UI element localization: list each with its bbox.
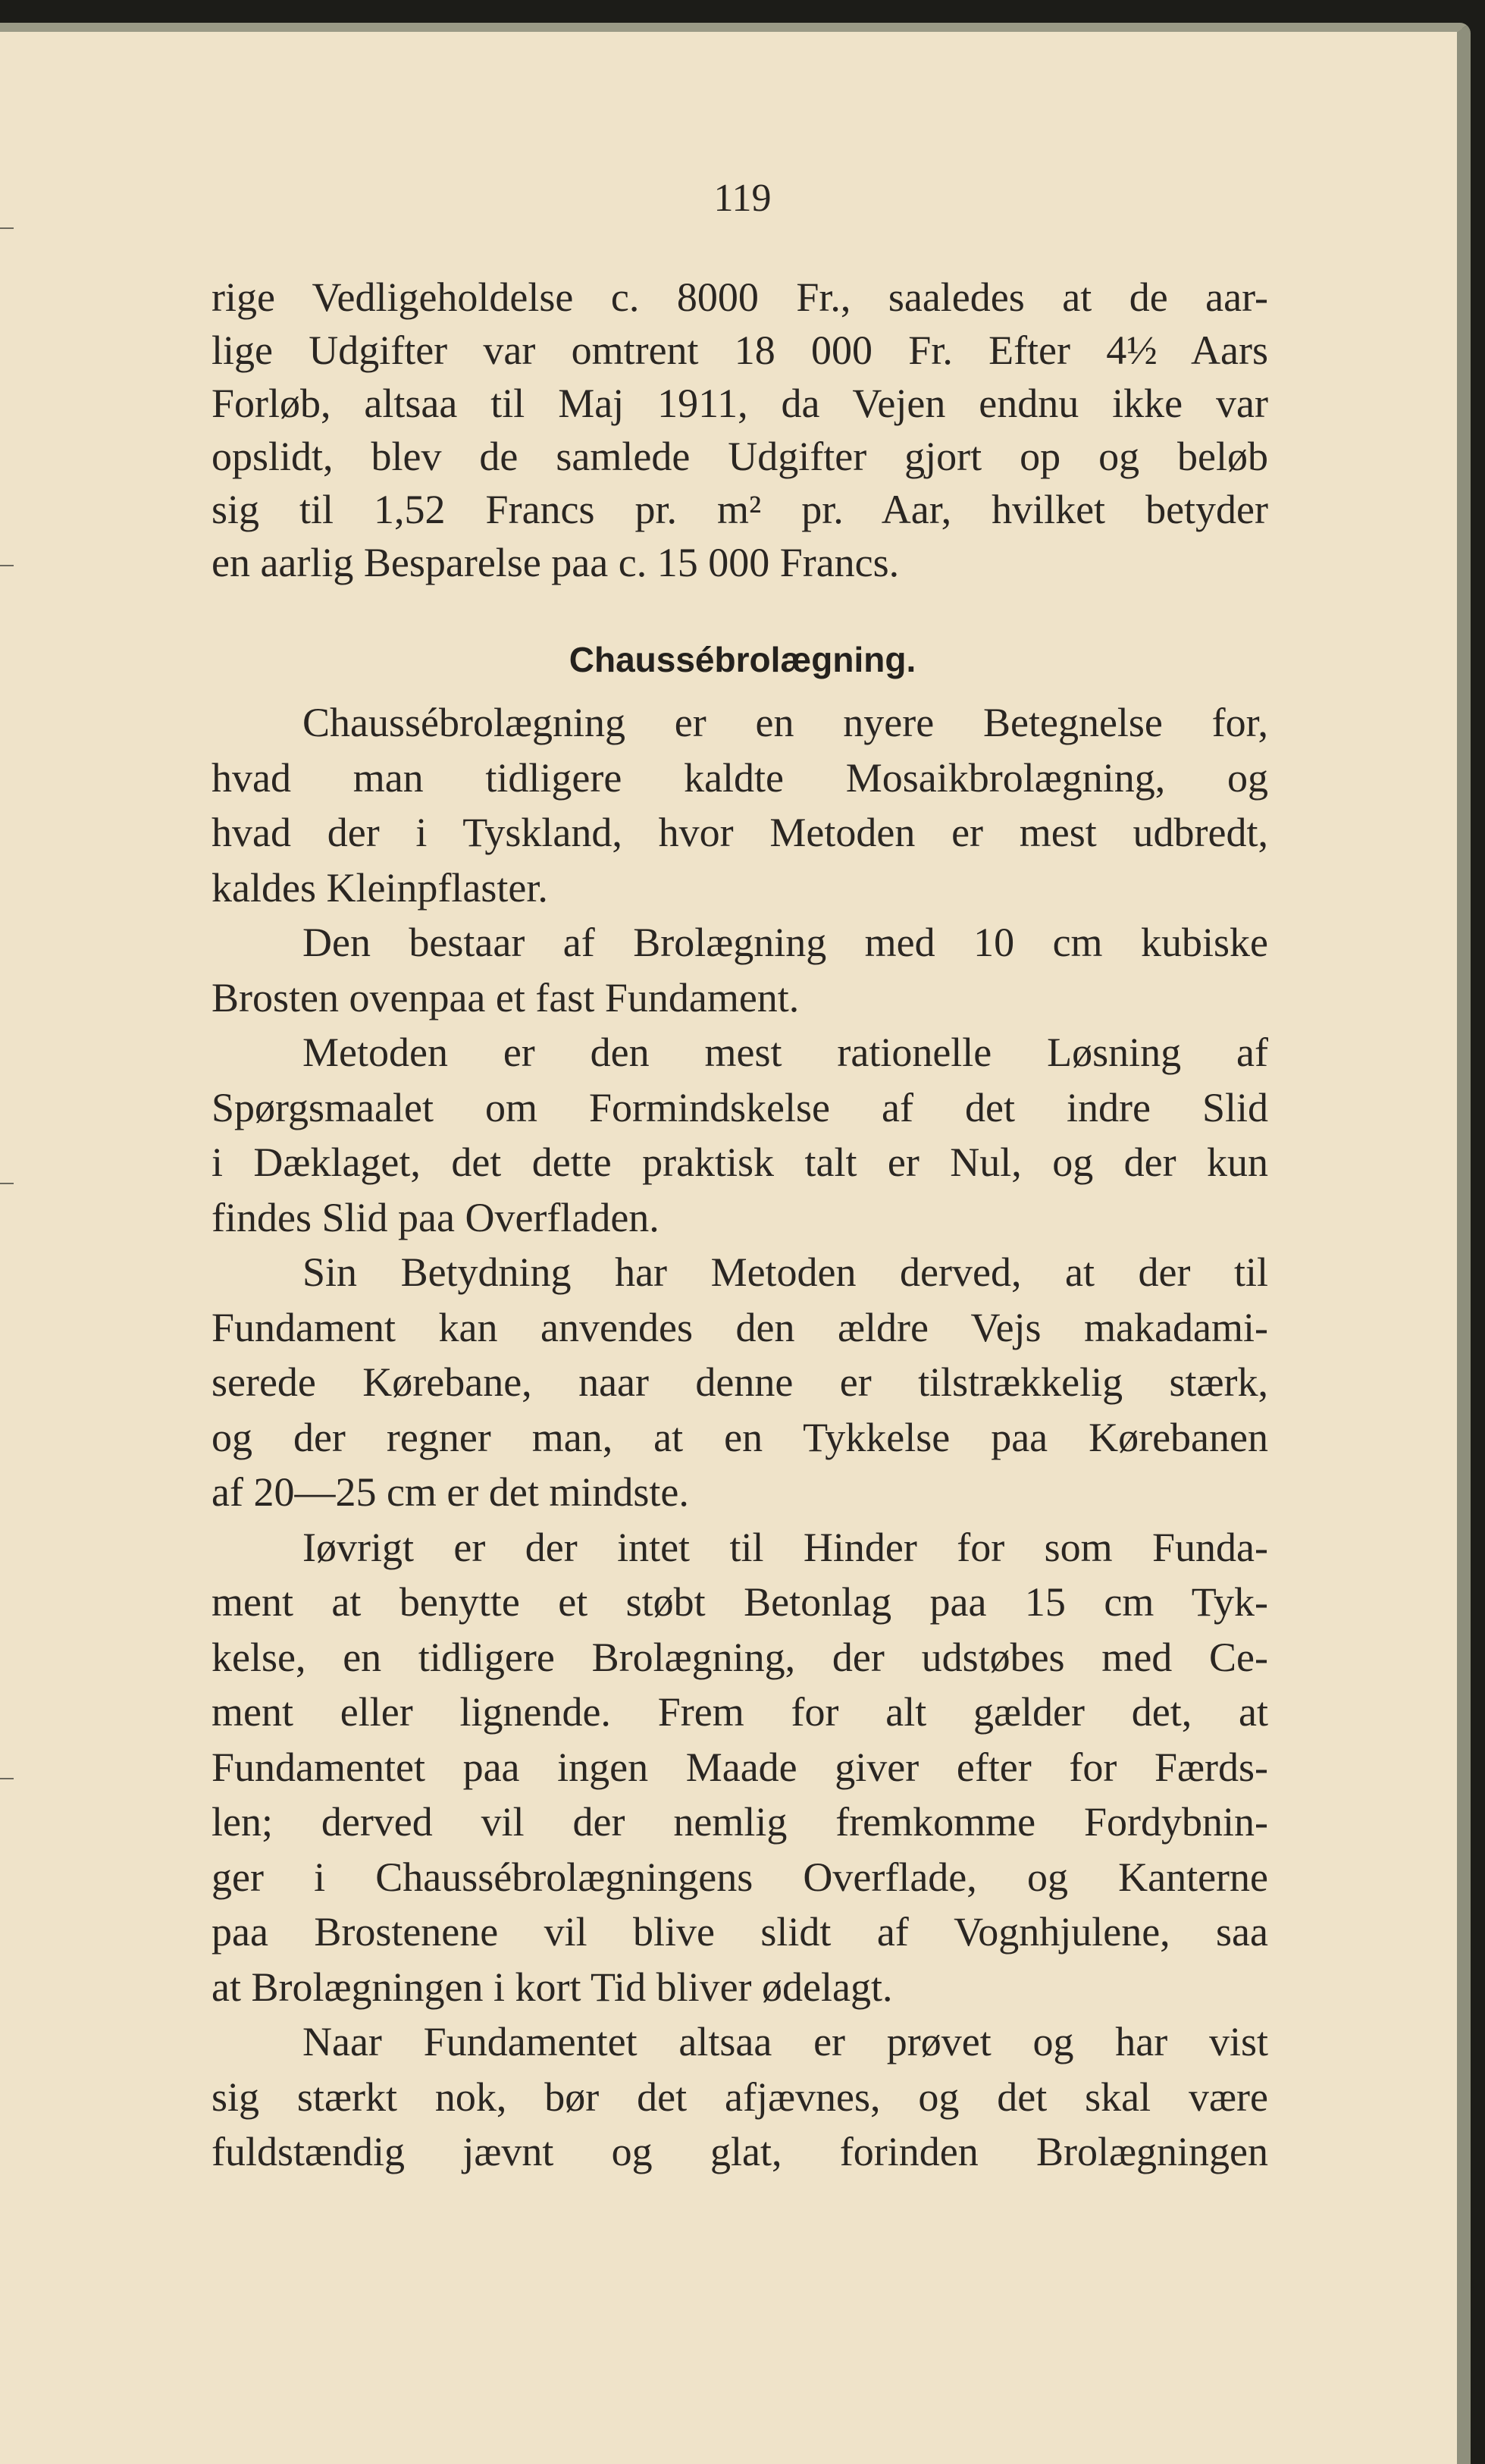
continuation-paragraph: [211, 271, 1268, 589]
paragraph: [211, 2014, 1268, 2180]
text-line: Metoden er den mest rationelle Løsning af: [302, 1030, 1268, 1075]
margin-mark: [0, 1183, 14, 1184]
paragraph: [211, 915, 1268, 1025]
text-line: Sin Betydning har Metoden derved, at der til: [302, 1249, 1268, 1295]
text-line: Fundament kan anvendes den ældre Vejs makadami-: [211, 1304, 1268, 1350]
text-line: len; derved vil der nemlig fremkomme Fordybnin-: [211, 1799, 1268, 1845]
text-line: Naar Fundamentet altsaa er prøvet og har vist: [302, 2019, 1268, 2064]
text-line: fuldstændig jævnt og glat, forinden Brolægningen: [211, 2129, 1268, 2174]
text-line: findes Slid paa Overfladen.: [211, 1194, 659, 1240]
margin-mark: [0, 565, 14, 566]
text-line: hvad der i Tyskland, hvor Metoden er mest udbredt,: [211, 810, 1268, 855]
margin-mark: [0, 227, 14, 229]
text-line: en aarlig Besparelse paa c. 15 000 Francs.: [211, 540, 900, 585]
margin-mark: [0, 1778, 14, 1779]
text-line: sig stærkt nok, bør det afjævnes, og det skal være: [211, 2074, 1268, 2120]
paragraph: [211, 695, 1268, 915]
text-line: ger i Chaussébrolægningens Overflade, og Kanterne: [211, 1854, 1268, 1900]
text-line: Fundamentet paa ingen Maade giver efter for Færds-: [211, 1744, 1268, 1790]
text-line: Forløb, altsaa til Maj 1911, da Vejen endnu ikke var: [211, 381, 1268, 426]
text-line: paa Brostenene vil blive slidt af Vognhjulene, saa: [211, 1909, 1268, 1955]
text-line: ment at benytte et støbt Betonlag paa 15 cm Tyk-: [211, 1579, 1268, 1625]
text-line: Spørgsmaalet om Formindskelse af det indre Slid: [211, 1084, 1268, 1130]
paragraph: [211, 1520, 1268, 2015]
text-line: Den bestaar af Brolægning med 10 cm kubiske: [302, 920, 1268, 965]
text-line: kelse, en tidligere Brolægning, der udstøbes med Ce-: [211, 1634, 1268, 1680]
page-number: 119: [713, 177, 772, 220]
text-line: ment eller lignende. Frem for alt gælder det, at: [211, 1689, 1268, 1735]
text-line: at Brolægningen i kort Tid bliver ødelagt.: [211, 1964, 893, 2010]
text-line: Iøvrigt er der intet til Hinder for som Funda-: [302, 1524, 1268, 1570]
text-line: Brosten ovenpaa et fast Fundament.: [211, 974, 800, 1020]
text-line: af 20—25 cm er det mindste.: [211, 1469, 689, 1515]
section-heading: Chaussébrolægning.: [569, 640, 916, 679]
text-line: serede Kørebane, naar denne er tilstrækkelig stærk,: [211, 1359, 1268, 1405]
text-line: rige Vedligeholdelse c. 8000 Fr., saaledes at de aar-: [211, 274, 1268, 320]
text-line: hvad man tidligere kaldte Mosaikbrolægning, og: [211, 754, 1268, 801]
section-body: [211, 695, 1268, 2180]
paragraph: [211, 1245, 1268, 1520]
text-line: lige Udgifter var omtrent 18 000 Fr. Efter 4½ Aars: [211, 328, 1268, 373]
text-line: kaldes Kleinpflaster.: [211, 864, 548, 911]
text-line: sig til 1,52 Francs pr. m² pr. Aar, hvilket betyder: [211, 487, 1268, 532]
paragraph: [211, 1025, 1268, 1245]
text-line: og der regner man, at en Tykkelse paa Kørebanen: [211, 1414, 1268, 1460]
text-line: i Dæklaget, det dette praktisk talt er Nul, og der kun: [211, 1140, 1268, 1185]
text-line: opslidt, blev de samlede Udgifter gjort op og beløb: [211, 434, 1268, 479]
text-line: Chaussébrolægning er en nyere Betegnelse for,: [302, 700, 1268, 745]
